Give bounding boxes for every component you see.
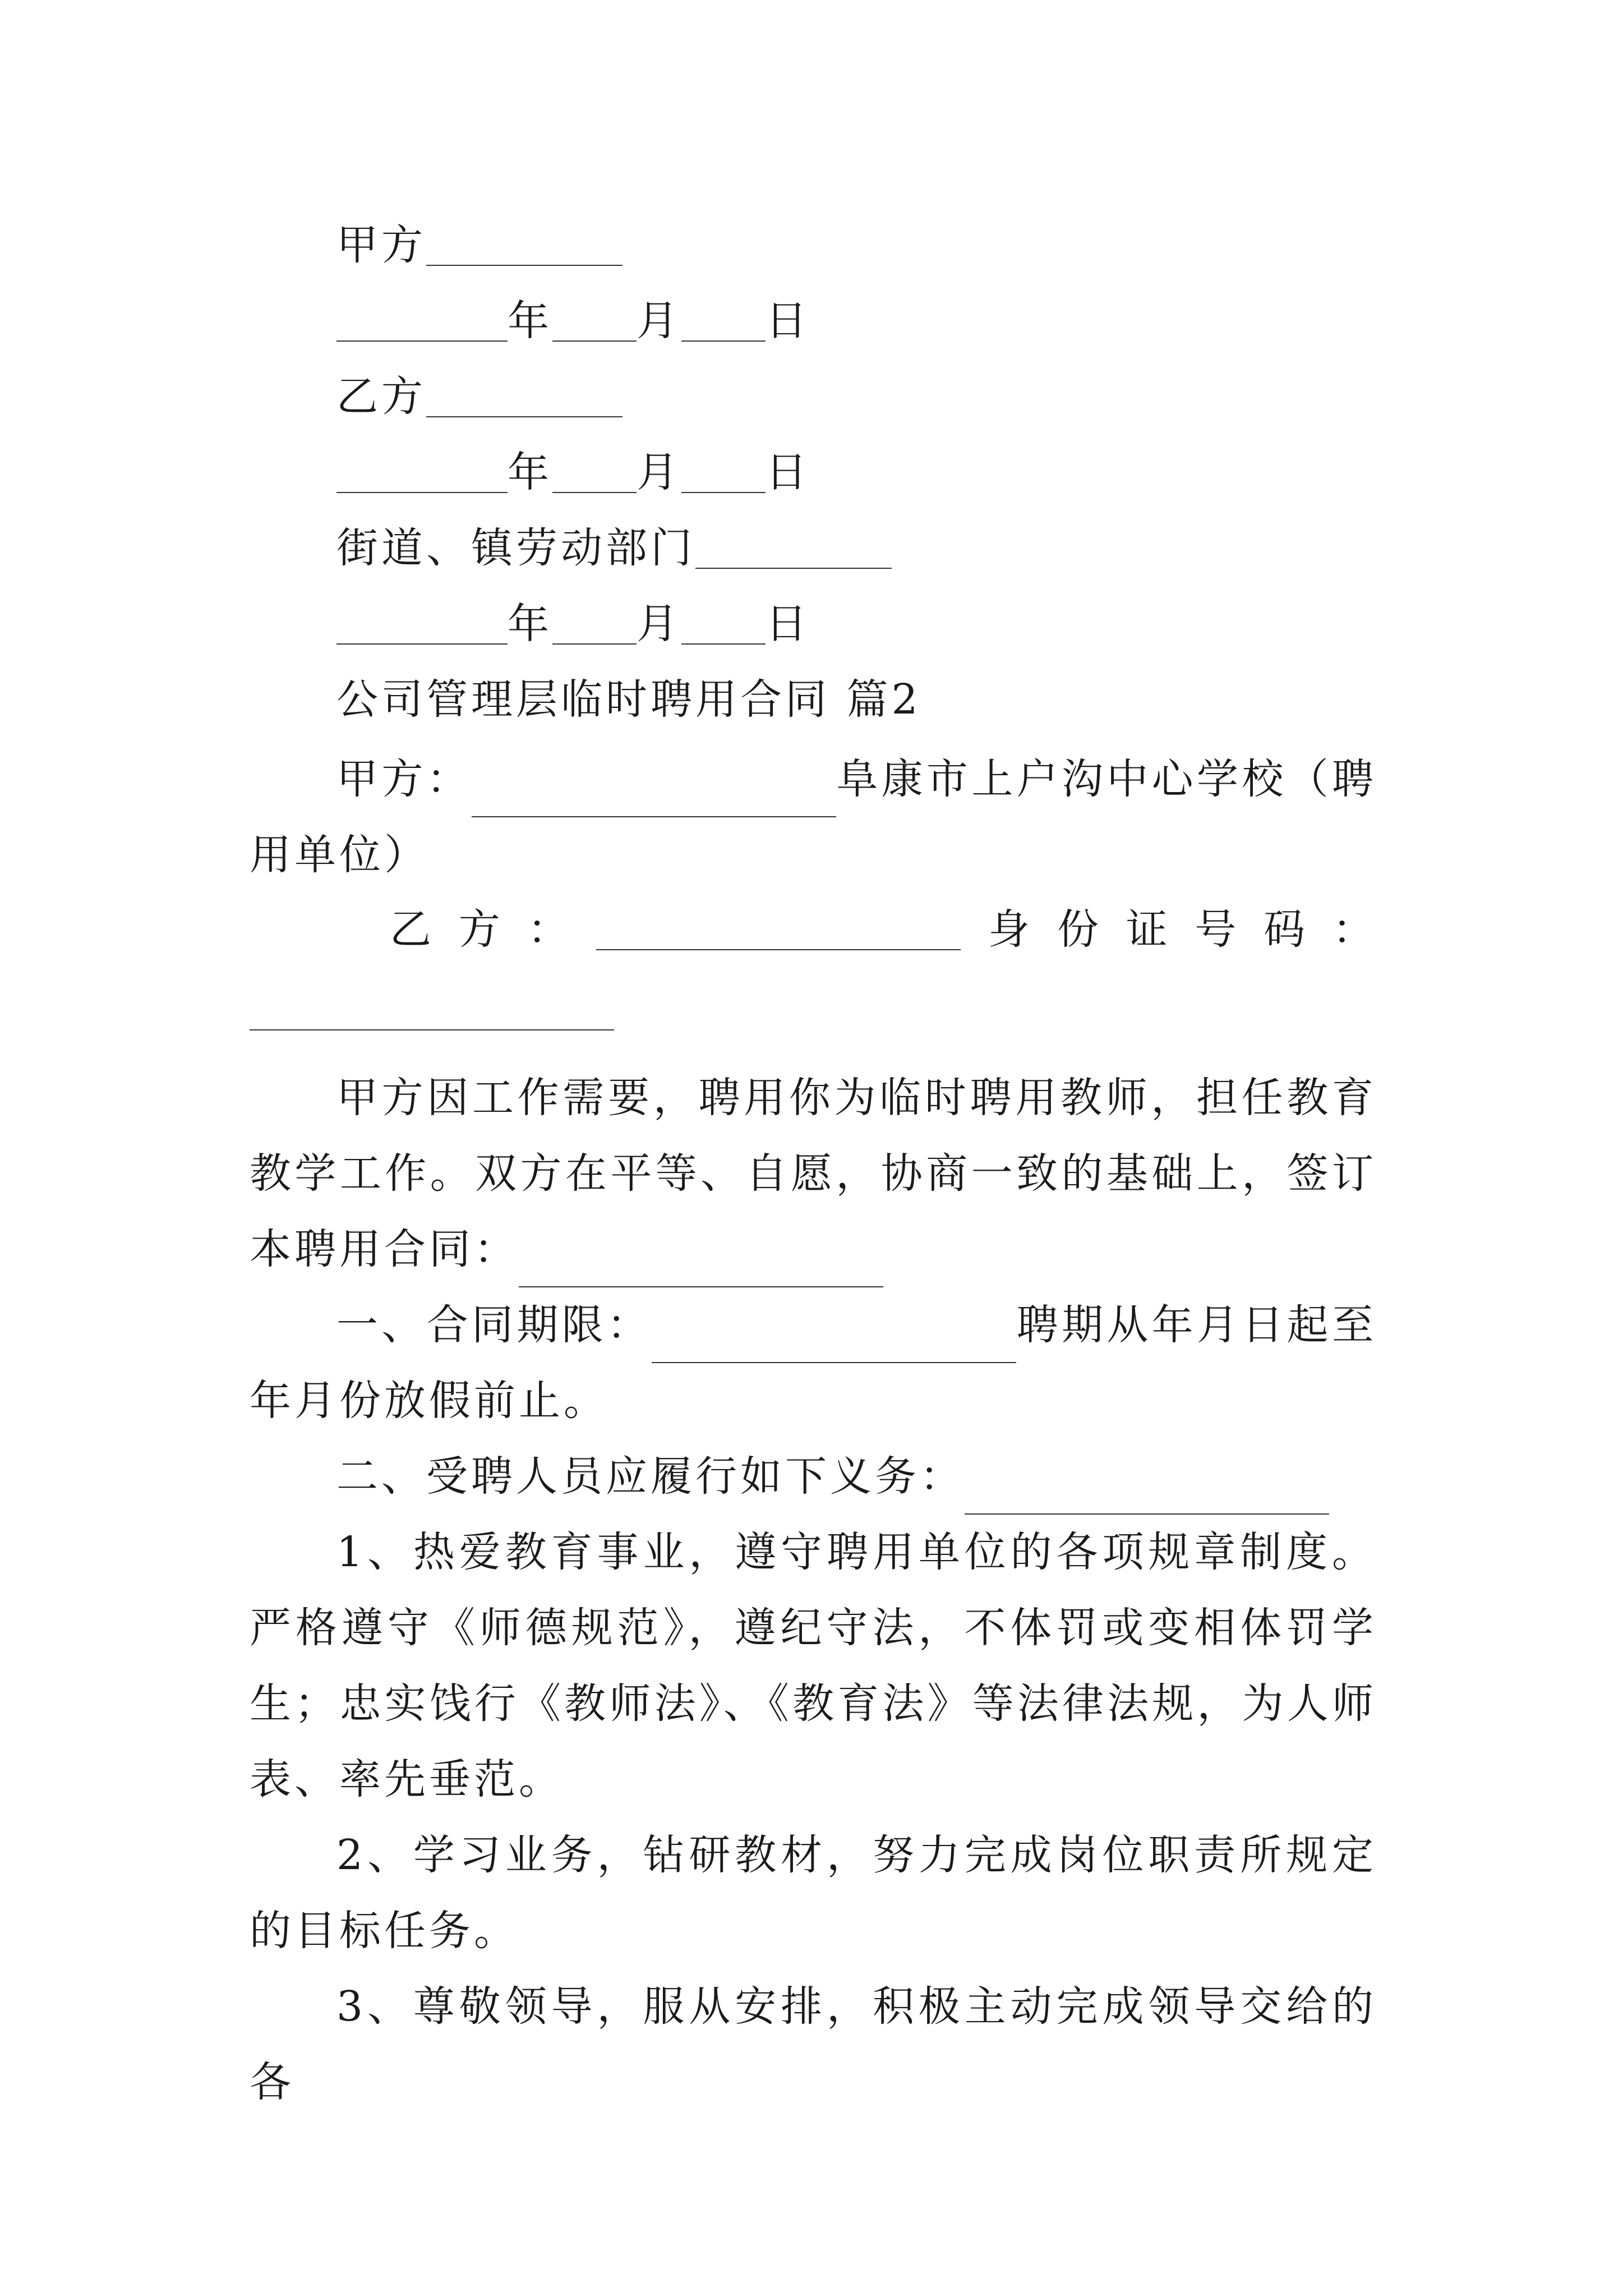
- day-label: 日: [766, 297, 810, 345]
- year-blank: [336, 453, 508, 493]
- party-b-blank: [426, 377, 623, 417]
- labor-dept-label: 街道、镇劳动部门: [336, 524, 695, 572]
- day-blank: [681, 301, 766, 342]
- party-a-text: 阜康市上户沟中心学校（聘用单位）: [250, 755, 1377, 879]
- labor-dept-blank: [695, 528, 892, 569]
- day-label: 日: [766, 600, 810, 648]
- duties-title: 二、受聘人员应履行如下义务：: [336, 1452, 965, 1501]
- year-label: 年: [508, 448, 552, 496]
- duties-title-paragraph: [250, 1439, 1377, 1515]
- month-label: 月: [637, 600, 681, 648]
- party-b-char: 方: [458, 905, 500, 954]
- intro-text: 甲方因工作需要，聘用你为临时聘用教师，担任教育教学工作。双方在平等、自愿，协商一致的基础上，签订本聘用合同：: [250, 1074, 1377, 1273]
- party-b-signature-line: [336, 372, 623, 421]
- party-b-char: 号: [1195, 905, 1237, 954]
- term-blank: [652, 1328, 1016, 1363]
- term-paragraph: [250, 1287, 1377, 1439]
- party-b-char: 证: [1126, 905, 1168, 954]
- intro-paragraph: [250, 1060, 1377, 1287]
- party-b-id-line: [390, 905, 1374, 954]
- party-b-char: 乙: [390, 905, 431, 954]
- duty-3-paragraph: 3、尊敬领导，服从安排，积极主动完成领导交给的各: [250, 1982, 1377, 2106]
- party-a-signature-line: [336, 221, 623, 269]
- section-title: 公司管理层临时聘用合同 篇2: [336, 675, 921, 724]
- month-blank: [552, 453, 637, 493]
- id-number-blank: [250, 1029, 614, 1030]
- party-b-char: 份: [1057, 905, 1099, 954]
- year-blank: [336, 604, 508, 645]
- labor-dept-date-line: [336, 600, 810, 648]
- month-label: 月: [637, 297, 681, 345]
- duty-1-paragraph: 1、热爱教育事业，遵守聘用单位的各项规章制度。严格遵守《师德规范》，遵纪守法，不体罚或变相体罚学生；忠实饯行《教师法》、《教育法》等法律法规，为人师表、率先垂范。: [250, 1528, 1377, 1803]
- party-b-label: 乙方: [336, 372, 426, 421]
- party-b-char: ：: [527, 905, 569, 954]
- party-a-label: 甲方: [336, 221, 426, 269]
- term-text: 聘期从年月日起至年月份放假前止。: [250, 1301, 1377, 1425]
- day-blank: [681, 604, 766, 645]
- party-b-char: ：: [1332, 905, 1374, 954]
- party-b-char: 身: [988, 905, 1030, 954]
- party-a-prefix: 甲方：: [336, 755, 472, 803]
- party-a-field-blank: [472, 783, 836, 817]
- party-a-paragraph: [250, 742, 1377, 893]
- month-blank: [552, 604, 637, 645]
- term-prefix: 一、合同期限：: [336, 1301, 652, 1349]
- intro-blank: [519, 1253, 883, 1287]
- party-b-name-blank: [596, 921, 961, 950]
- duties-blank: [965, 1480, 1329, 1515]
- duty-2-paragraph: 2、学习业务，钻研教材，努力完成岗位职责所规定的目标任务。: [250, 1831, 1377, 1955]
- day-label: 日: [766, 448, 810, 496]
- party-a-date-line: [336, 297, 810, 345]
- party-a-blank: [426, 226, 623, 266]
- month-label: 月: [637, 448, 681, 496]
- year-label: 年: [508, 297, 552, 345]
- labor-dept-signature-line: [336, 524, 892, 572]
- year-label: 年: [508, 600, 552, 648]
- party-b-char: 码: [1264, 905, 1306, 954]
- day-blank: [681, 453, 766, 493]
- month-blank: [552, 301, 637, 342]
- year-blank: [336, 301, 508, 342]
- party-b-date-line: [336, 448, 810, 496]
